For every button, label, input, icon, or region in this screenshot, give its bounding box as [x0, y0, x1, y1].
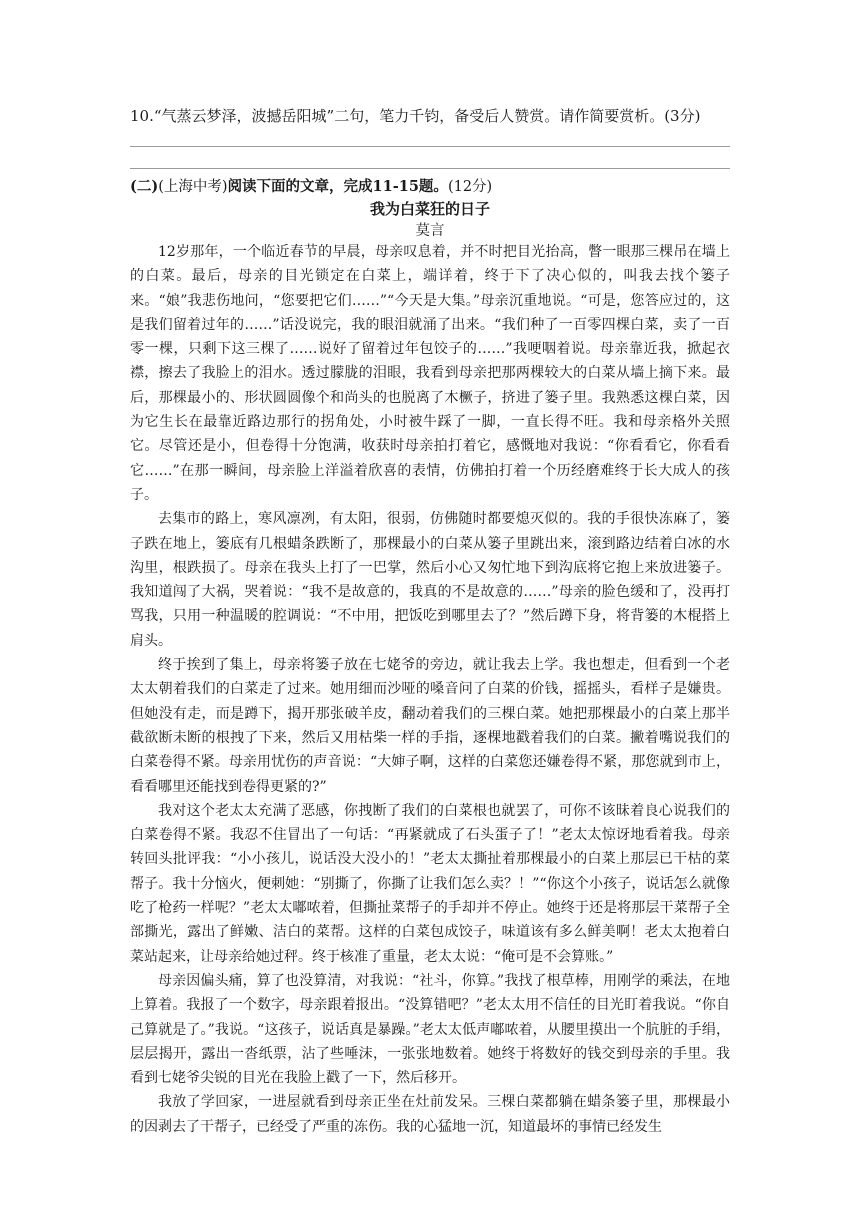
paragraph-4: 我对这个老太太充满了恶感，你拽断了我们的白菜根也就罢了，可你不该昧着良心说我们的白菜卷得不紧。我忍不住冒出了一句话：“再紧就成了石头蛋子了！”老太太惊讶地看着我。母亲转回头批评我：“小小孩儿，说话没大没小的！”老太太撕扯着那棵最小的白菜上那层已干枯的菜帮子。我十分恼火，便刺她：“别撕了，你撕了让我们怎么卖？！”“你这个小孩子，说话怎么就像吃了枪药一样呢？”老太太嘟哝着，但撕扯菜帮子的手却并不停止。她终于还是将那层干菜帮子全部撕光，露出了鲜嫩、洁白的菜帮。这样的白菜包成饺子，味道该有多么鲜美啊！老太太抱着白菜站起来，让母亲给她过秤。终于核准了重量，老太太说：“俺可是不会算账。”: [130, 802, 730, 965]
section-source: (上海中考): [158, 179, 228, 195]
paragraph-2: 去集市的路上，寒风凛冽，有太阳，很弱，仿佛随时都要熄灭似的。我的手很快冻麻了，篓子跌在地上，篓底有几根蜡条跌断了，那棵最小的白菜从篓子里跳出来，滚到路边结着白冰的水沟里，根跌损了。母亲在我头上打了一巴掌，然后小心又匆忙地下到沟底将它抱上来放进篓子。我知道闯了大祸，哭着说：“我不是故意的，我真的不是故意的……”母亲的脸色缓和了，没再打骂我，只用一种温暖的腔调说：“不中用，把饭吃到哪里去了？”然后蹲下身，将背篓的木棍搭上肩头。: [130, 511, 730, 649]
article-author: 莫言: [415, 223, 445, 239]
paragraph-6: 我放了学回家，一进屋就看到母亲正坐在灶前发呆。三棵白菜都躺在蜡条篓子里，那棵最小的因剥去了干帮子，已经受了严重的冻伤。我的心猛地一沉，知道最坏的事情已经发生: [130, 1094, 730, 1135]
article-title: 我为白菜狂的日子: [369, 200, 490, 218]
paragraph-1: 12岁那年，一个临近春节的早晨，母亲叹息着，并不时把目光抬高，瞥一眼那三棵吊在墙上的白菜。最后，母亲的目光锁定在白菜上，端详着，终于下了决心似的，叫我去找个篓子来。“娘”我悲伤地问，“您要把它们……”“今天是大集。”母亲沉重地说。“可是，您答应过的，这是我们留着过年的……”话没说完，我的眼泪就涌了出来。“我们种了一百零四棵白菜，卖了一百零一棵，只剩下这三棵了……说好了留着过年包饺子的……”我哽咽着说。母亲靠近我，掀起衣襟，擦去了我脸上的泪水。透过朦胧的泪眼，我看到母亲把那两棵较大的白菜从墙上摘下来。最后，那棵最小的、形状圆圆像个和尚头的也脱离了木橛子，挤进了篓子里。我熟悉这棵白菜，因为它生长在最靠近路边那行的拐角处，小时被牛踩了一脚，一直长得不旺。我和母亲格外关照它。尽管还是小，但卷得十分饱满，收获时母亲拍打着它，感慨地对我说：“你看看它，你看看它……”在那一瞬间，母亲脸上洋溢着欣喜的表情，仿佛拍打着一个历经磨难终于长大成人的孩子。: [130, 244, 730, 503]
answer-line-1: [130, 146, 730, 147]
section-label: (二): [130, 178, 159, 195]
question-10: 10.“气蒸云梦泽，波撼岳阳城”二句，笔力千钧，备受后人赞赏。请作简要赏析。(3分): [130, 107, 701, 125]
section-points: (12分): [447, 179, 493, 195]
paragraph-3: 终于挨到了集上，母亲将篓子放在七姥爷的旁边，就让我去上学。我也想走，但看到一个老太太朝着我们的白菜走了过来。她用细而沙哑的嗓音问了白菜的价钱，摇摇头，看样子是嫌贵。但她没有走，而是蹲下，揭开那张破羊皮，翻动着我们的三棵白菜。她把那棵最小的白菜上那半截欲断未断的根拽了下来，然后又用枯柴一样的手指，逐棵地戳着我们的白菜。撇着嘴说我们的白菜卷得不紧。母亲用忧伤的声音说：“大婶子啊，这样的白菜您还嫌卷得不紧，那您就到市上，看看哪里还能找到卷得更紧的?”: [130, 657, 730, 795]
article-body: [130, 240, 730, 1139]
paragraph-5: 母亲因偏头痛，算了也没算清，对我说：“社斗，你算。”我找了根草棒，用刚学的乘法，在地上算着。我报了一个数字，母亲跟着报出。“没算错吧？”老太太用不信任的目光盯着我说。“你自己算就是了。”我说。“这孩子，说话真是暴躁。”老太太低声嘟哝着，从腰里摸出一个肮脏的手绢，层层揭开，露出一沓纸票，沾了些唾沫，一张张地数着。她终于将数好的钱交到母亲的手里。我看到七姥爷尖锐的目光在我脸上戳了一下，然后移开。: [130, 972, 730, 1087]
answer-line-2: [130, 168, 730, 169]
section-heading: [130, 176, 730, 198]
section-instruction: 阅读下面的文章，完成11-15题。: [227, 178, 448, 195]
